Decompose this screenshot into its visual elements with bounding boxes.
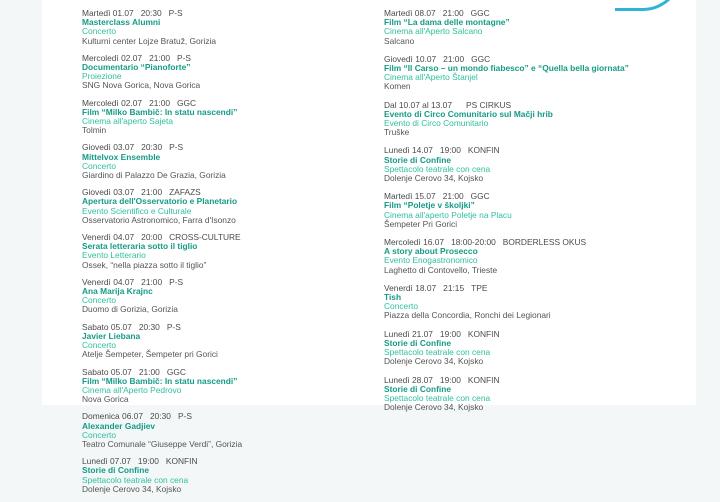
event-entry xyxy=(384,192,694,229)
event-tag: ZAFAZS xyxy=(169,187,201,198)
event-date: Lunedì 28.07 xyxy=(384,374,433,385)
event-time: 20:30 xyxy=(141,142,163,153)
event-venue: Laghetto di Contovello, Trieste xyxy=(384,264,498,275)
event-venue: Truške xyxy=(384,127,410,138)
event-entry xyxy=(82,368,382,405)
event-time: 18:00-20:00 xyxy=(451,237,496,248)
event-title: Storie di Confine xyxy=(82,465,149,476)
event-type: Spettacolo teatrale con cena xyxy=(384,392,491,403)
event-entry xyxy=(384,238,694,275)
event-tag: P-S xyxy=(177,52,191,63)
event-tag: P-S xyxy=(177,411,192,422)
event-date: Mercoledì 02.07 xyxy=(82,52,143,63)
event-type: Cinema all'aperto Poletje na Placu xyxy=(384,209,512,220)
event-entry xyxy=(384,376,694,413)
event-entry xyxy=(82,99,382,136)
event-type: Cinema all'Aperto Pedrovo xyxy=(82,384,182,395)
event-type: Cinema all'aperto Sajeta xyxy=(82,116,173,127)
event-entry xyxy=(384,101,694,138)
event-entry xyxy=(82,278,382,315)
event-venue: Kulturni center Lojze Bratuž, Gorizia xyxy=(82,35,217,46)
event-type: Concerto xyxy=(384,301,418,312)
event-time: 20:30 xyxy=(140,8,162,18)
event-title: Film “La dama delle montagne” xyxy=(384,17,510,28)
event-title: Ana Marija Krajnc xyxy=(82,286,153,297)
event-venue: Tolmin xyxy=(82,125,107,136)
event-entry xyxy=(82,457,382,494)
event-type: Concerto xyxy=(82,160,116,171)
event-date: Sabato 05.07 xyxy=(82,366,132,377)
event-title: Storie di Confine xyxy=(384,154,451,165)
event-title: Film “Il Carso – un mondo fiabesco” e “Quella bella giornata” xyxy=(384,63,629,74)
event-venue: Dolenje Cerovo 34, Kojsko xyxy=(384,402,484,413)
event-date: Venerdì 04.07 xyxy=(82,232,135,243)
event-title: Film “Poletje v školjki” xyxy=(384,200,475,211)
event-time: 21:00 xyxy=(149,97,171,108)
event-time: 20:30 xyxy=(138,321,160,332)
event-venue: Dolenje Cerovo 34, Kojsko xyxy=(82,483,182,494)
event-date: Martedì 08.07 xyxy=(384,8,436,18)
event-tag: GGC xyxy=(471,53,491,64)
event-venue: Nova Gorica xyxy=(82,394,129,405)
event-meta xyxy=(82,412,382,421)
event-time: 19:00 xyxy=(439,145,461,156)
event-date: Giovedì 03.07 xyxy=(82,187,135,198)
event-tag: GGC xyxy=(166,366,186,377)
event-entry xyxy=(82,143,382,180)
event-title: Tish xyxy=(384,292,402,303)
event-date: Giovedì 10.07 xyxy=(384,53,437,64)
event-type: Concerto xyxy=(82,26,116,37)
event-entry xyxy=(82,233,382,270)
event-time: 21:15 xyxy=(443,282,465,293)
event-date: Dal 10.07 al 13.07 xyxy=(384,99,452,110)
event-date: Venerdì 04.07 xyxy=(82,276,135,287)
event-entry xyxy=(384,284,694,321)
event-title: Mittelvox Ensemble xyxy=(82,151,161,162)
event-title: Film “Milko Bambič: In statu nascendi” xyxy=(82,375,238,386)
event-date: Giovedì 03.07 xyxy=(82,142,135,153)
event-date: Mercoledì 02.07 xyxy=(82,97,143,108)
event-venue: Šempeter Pri Gorici xyxy=(384,218,458,229)
event-tag: PS CIRKUS xyxy=(465,99,512,110)
event-venue: Giardino di Palazzo De Grazia, Gorizia xyxy=(82,170,226,181)
right-column xyxy=(384,9,694,421)
event-entry xyxy=(82,412,382,449)
event-type: Proiezione xyxy=(82,71,122,82)
event-time: 21:00 xyxy=(443,53,465,64)
event-tag: KONFIN xyxy=(467,145,500,156)
event-type: Concerto xyxy=(82,429,116,440)
event-type: Concerto xyxy=(82,340,116,351)
event-entry xyxy=(82,9,382,46)
event-venue: Piazza della Concordia, Ronchi dei Legionari xyxy=(384,310,551,321)
event-venue: Teatro Comunale “Giuseppe Verdi”, Gorizia xyxy=(82,438,243,449)
event-meta xyxy=(384,284,694,293)
event-time: 19:00 xyxy=(439,328,461,339)
event-type: Evento Enogastronomico xyxy=(384,255,478,266)
event-tag: CROSS-CULTURE xyxy=(169,232,241,243)
event-tag: GGC xyxy=(177,97,197,108)
event-type: Spettacolo teatrale con cena xyxy=(82,474,189,485)
left-column xyxy=(82,9,382,502)
event-type: Evento Letterario xyxy=(82,250,146,261)
event-type: Cinema all'Aperto Salcano xyxy=(384,26,483,37)
event-title: Alexander Gadjiev xyxy=(82,420,156,431)
event-tag: P-S xyxy=(166,321,181,332)
event-date: Lunedì 07.07 xyxy=(82,456,131,467)
event-time: 19:00 xyxy=(137,456,159,467)
event-venue: Duomo di Gorizia, Gorizia xyxy=(82,304,178,315)
event-entry xyxy=(82,188,382,225)
event-tag: KONFIN xyxy=(467,328,500,339)
event-type: Spettacolo teatrale con cena xyxy=(384,347,491,358)
event-type: Concerto xyxy=(82,295,116,306)
event-meta xyxy=(82,457,382,466)
event-date: Martedì 01.07 xyxy=(82,8,134,18)
program-sheet xyxy=(42,0,696,494)
event-tag: GGC xyxy=(470,8,490,18)
event-type: Cinema all'Aperto Štanjel xyxy=(384,72,478,83)
event-venue: Dolenje Cerovo 34, Kojsko xyxy=(384,173,484,184)
event-venue: Atelje Šempeter, Šempeter pri Gorici xyxy=(82,349,218,360)
event-tag: P-S xyxy=(169,142,184,153)
event-title: Masterclass Alumni xyxy=(82,17,161,28)
event-title: Storie di Confine xyxy=(384,337,451,348)
event-time: 20:00 xyxy=(141,232,163,243)
event-entry xyxy=(384,55,694,92)
event-title: Evento di Circo Comunitario sul Mačji hrib xyxy=(384,108,553,119)
event-time: 21:00 xyxy=(149,52,171,63)
event-tag: BORDERLESS OKUS xyxy=(502,237,587,248)
event-venue: Salcano xyxy=(384,35,415,46)
event-venue: Komen xyxy=(384,81,411,92)
event-entry xyxy=(384,146,694,183)
event-title: Javier Liebana xyxy=(82,330,141,341)
event-entry xyxy=(82,323,382,360)
event-venue: Ossek, “nella piazza sotto il tiglio” xyxy=(82,259,207,270)
event-date: Domenica 06.07 xyxy=(82,411,143,422)
event-time: 21:00 xyxy=(442,8,464,18)
event-time: 21:00 xyxy=(141,187,163,198)
event-tag: KONFIN xyxy=(165,456,198,467)
event-type: Evento di Circo Comunitario xyxy=(384,118,489,129)
event-venue: SNG Nova Gorica, Nova Gorica xyxy=(82,80,201,91)
event-date: Lunedì 14.07 xyxy=(384,145,433,156)
event-date: Martedì 15.07 xyxy=(384,191,436,202)
event-entry xyxy=(384,9,694,46)
event-tag: GGC xyxy=(470,191,490,202)
event-date: Mercoledì 16.07 xyxy=(384,237,445,248)
event-time: 20:30 xyxy=(150,411,171,422)
event-time: 21:00 xyxy=(138,366,160,377)
event-venue: Dolenje Cerovo 34, Kojsko xyxy=(384,356,484,367)
event-time: 21:00 xyxy=(442,191,464,202)
event-date: Venerdì 18.07 xyxy=(384,282,437,293)
event-tag: P-S xyxy=(169,276,184,287)
event-time: 21:00 xyxy=(141,276,163,287)
event-title: A story about Prosecco xyxy=(384,246,478,257)
event-tag: P-S xyxy=(168,8,183,18)
event-type: Spettacolo teatrale con cena xyxy=(384,163,491,174)
event-type: Evento Scientifico e Culturale xyxy=(82,205,192,216)
event-title: Documentario “Pianoforte” xyxy=(82,62,191,73)
event-tag: TPE xyxy=(471,282,488,293)
event-date: Lunedì 21.07 xyxy=(384,328,433,339)
event-title: Apertura dell'Osservatorio e Planetario xyxy=(82,196,238,207)
event-entry xyxy=(82,54,382,91)
event-title: Serata letteraria sotto il tiglio xyxy=(82,241,198,252)
event-venue: Osservatorio Astronomico, Farra d'Isonzo xyxy=(82,214,236,225)
event-time: 19:00 xyxy=(439,374,461,385)
event-tag: KONFIN xyxy=(467,374,500,385)
event-date: Sabato 05.07 xyxy=(82,321,132,332)
event-title: Film “Milko Bambič: In statu nascendi” xyxy=(82,106,238,117)
event-entry xyxy=(384,330,694,367)
event-title: Storie di Confine xyxy=(384,383,451,394)
